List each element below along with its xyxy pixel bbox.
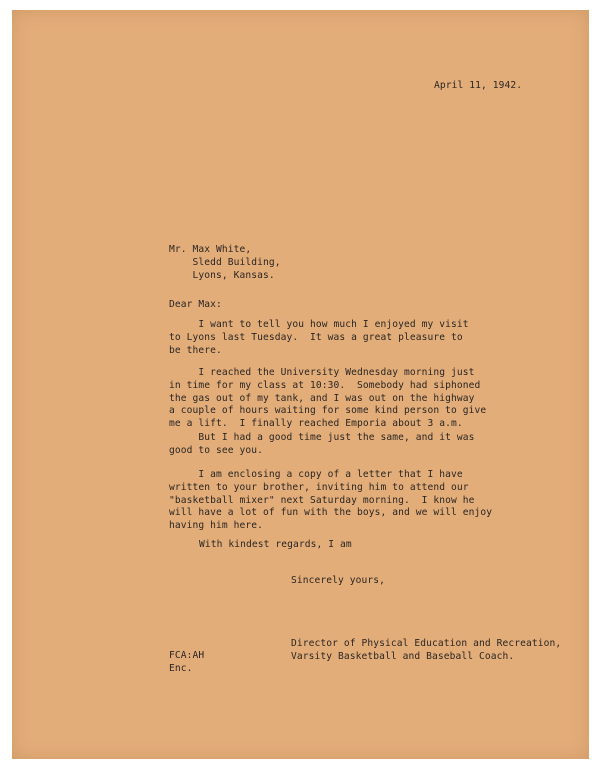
body-line: written to your brother, inviting him to attend our bbox=[169, 481, 469, 493]
recipient-address bbox=[169, 244, 281, 282]
complimentary-close: Sincerely yours, bbox=[291, 575, 386, 586]
body-line: me a lift. I finally reached Emporia about 3 a.m. bbox=[169, 418, 463, 430]
address-line: Sledd Building, bbox=[169, 256, 281, 268]
body-paragraph bbox=[169, 469, 492, 533]
address-line: Lyons, Kansas. bbox=[169, 269, 275, 281]
body-line: the gas out of my tank, and I was out on the highway bbox=[169, 392, 475, 404]
address-line: Mr. Max White, bbox=[169, 244, 252, 255]
salutation: Dear Max: bbox=[169, 299, 222, 310]
body-line: I want to tell you how much I enjoyed my visit bbox=[169, 319, 469, 330]
body-line: be there. bbox=[169, 344, 222, 356]
signature-title bbox=[291, 638, 561, 664]
body-line: a couple of hours waiting for some kind person to give bbox=[169, 405, 487, 417]
body-line: But I had a good time just the same, and it was bbox=[169, 432, 475, 443]
body-line: I reached the University Wednesday morning just bbox=[169, 367, 475, 378]
body-line: will have a lot of fun with the boys, and we will enjoy bbox=[169, 507, 493, 519]
body-paragraph bbox=[169, 319, 469, 357]
body-line: having him here. bbox=[169, 520, 264, 532]
title-line: Director of Physical Education and Recreation, bbox=[291, 638, 562, 649]
body-line: to Lyons last Tuesday. It was a great pleasure to bbox=[169, 331, 463, 343]
reference-line: Enc. bbox=[169, 662, 193, 674]
reference-initials bbox=[169, 650, 204, 676]
title-line: Varsity Basketball and Baseball Coach. bbox=[291, 650, 515, 662]
letter-date: April 11, 1942. bbox=[434, 80, 523, 91]
body-paragraph bbox=[169, 367, 486, 431]
body-line: in time for my class at 10:30. Somebody had siphoned bbox=[169, 379, 481, 391]
body-line: I am enclosing a copy of a letter that I have bbox=[169, 469, 463, 480]
body-paragraph bbox=[169, 432, 475, 458]
reference-line: FCA:AH bbox=[169, 650, 205, 661]
closing-line: With kindest regards, I am bbox=[199, 539, 352, 550]
body-line: good to see you. bbox=[169, 444, 264, 456]
letter-sheet bbox=[12, 10, 589, 759]
body-line: "basketball mixer" next Saturday morning. I know he bbox=[169, 494, 475, 506]
